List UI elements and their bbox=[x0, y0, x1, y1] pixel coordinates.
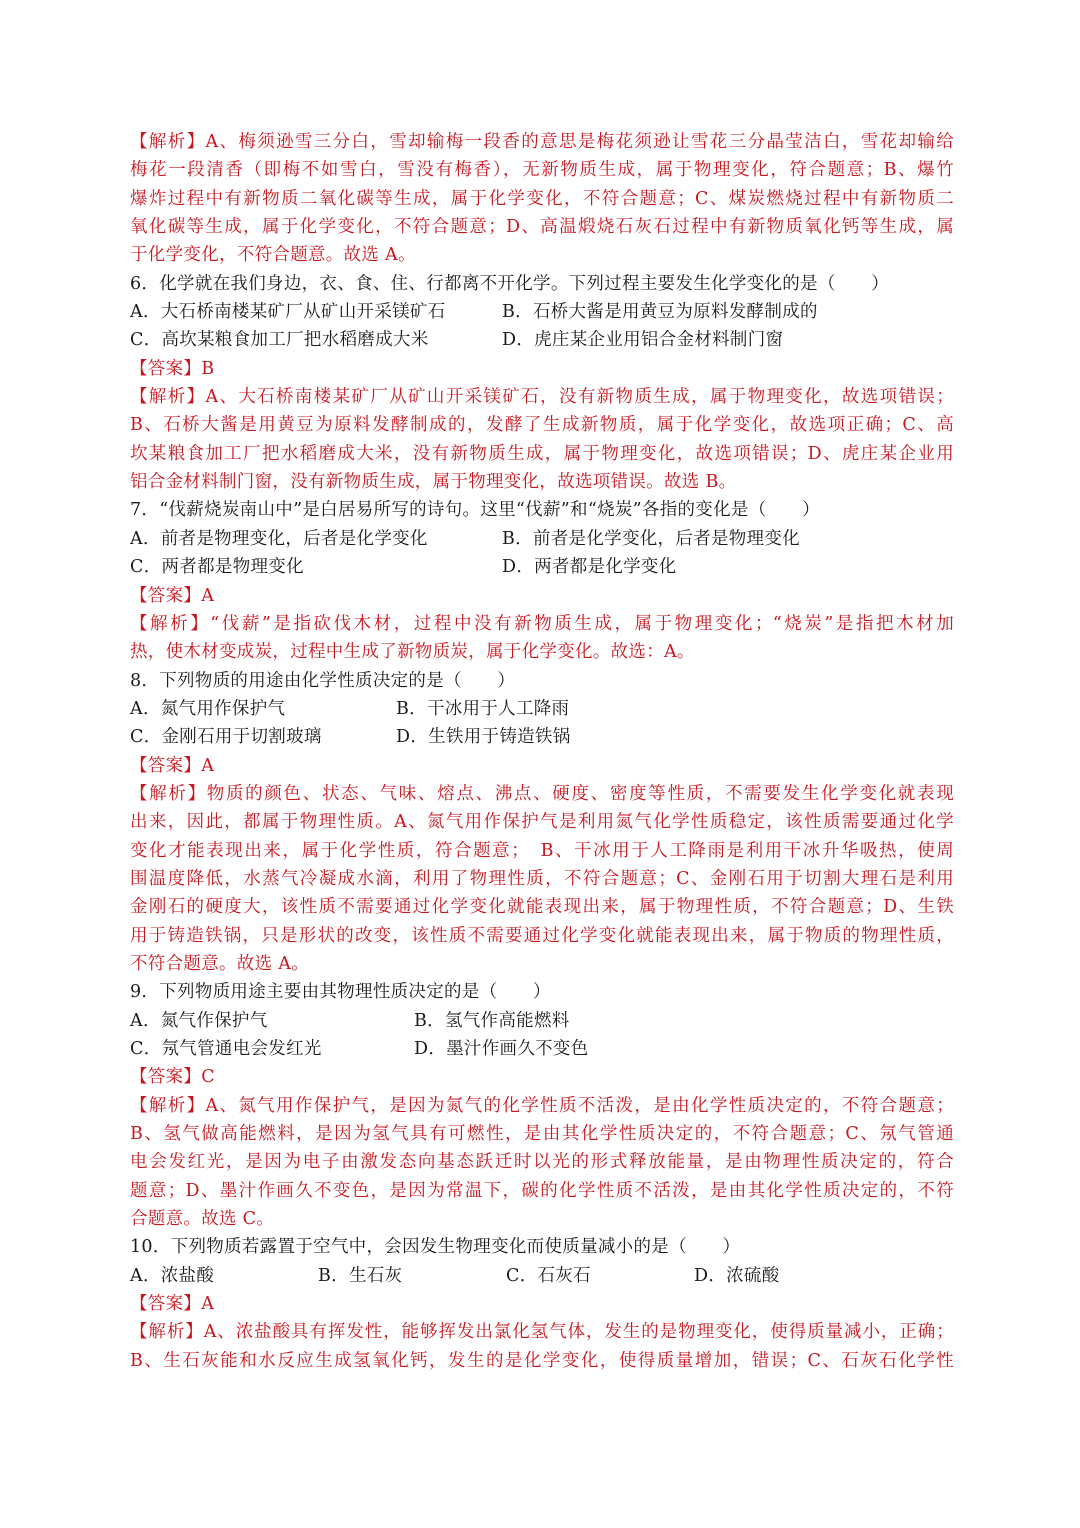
q5-explanation-line-4: 氧化碳等生成，属于化学变化，不符合题意；D、高温煅烧石灰石过程中有新物质氧化钙等生成，属 bbox=[130, 217, 954, 238]
q8-answer: 【答案】A bbox=[130, 755, 215, 776]
q8-explanation-line-7: 不符合题意。故选 A。 bbox=[130, 953, 309, 974]
q6-option-b: B．石桥大酱是用黄豆为原料发酵制成的 bbox=[502, 302, 818, 323]
page-content bbox=[130, 128, 954, 1375]
q10-option-b: B．生石灰 bbox=[318, 1265, 403, 1286]
q6-explanation-line-1: 【解析】A、大石桥南楼某矿厂从矿山开采镁矿石，没有新物质生成，属于物理变化，故选项错误； bbox=[130, 387, 954, 408]
q8-option-b: B．干冰用于人工降雨 bbox=[396, 698, 570, 719]
q5-explanation-line-1: 【解析】A、梅须逊雪三分白，雪却输梅一段香的意思是梅花须逊让雪花三分晶莹洁白，雪花却输给 bbox=[130, 132, 954, 152]
q5-explanation-line-5: 于化学变化，不符合题意。故选 A。 bbox=[130, 245, 416, 266]
q5-explanation-line-2: 梅花一段清香（即梅不如雪白，雪没有梅香），无新物质生成，属于物理变化，符合题意；B、爆竹 bbox=[130, 160, 954, 181]
q10-option-c: C．石灰石 bbox=[506, 1265, 591, 1286]
q9-option-a: A．氮气作保护气 bbox=[130, 1010, 268, 1031]
q6-option-a: A．大石桥南楼某矿厂从矿山开采镁矿石 bbox=[130, 302, 446, 323]
q6-stem: 6．化学就在我们身边，衣、食、住、行都离不开化学。下列过程主要发生化学变化的是（ ） bbox=[130, 273, 890, 294]
q9-explanation-line-1: 【解析】A、氮气用作保护气，是因为氮气的化学性质不活泼，是由化学性质决定的，不符合题意； bbox=[130, 1095, 954, 1116]
q10-option-d: D．浓硫酸 bbox=[694, 1265, 780, 1286]
q6-option-d: D．虎庄某企业用铝合金材料制门窗 bbox=[502, 330, 784, 351]
q6-option-c: C．高坎某粮食加工厂把水稻磨成大米 bbox=[130, 330, 429, 351]
q10-stem: 10．下列物质若露置于空气中，会因发生物理变化而使质量减小的是（ ） bbox=[130, 1237, 741, 1258]
q7-option-b: B．前者是化学变化，后者是物理变化 bbox=[502, 528, 800, 549]
q8-explanation-line-2: 出来，因此，都属于物理性质。A、氮气用作保护气是利用氮气化学性质稳定，该性质需要通过化学 bbox=[130, 812, 954, 833]
q7-stem: 7．“伐薪烧炭南山中”是白居易所写的诗句。这里“伐薪”和“烧炭”各指的变化是（ ） bbox=[130, 500, 820, 521]
q7-options-row-1 bbox=[130, 525, 954, 553]
q8-explanation-line-3: 变化才能表现出来，属于化学性质，符合题意； B、干冰用于人工降雨是利用干冰升华吸热，使周 bbox=[130, 840, 954, 861]
q9-option-d: D．墨汁作画久不变色 bbox=[414, 1039, 589, 1059]
q10-option-a: A．浓盐酸 bbox=[130, 1265, 215, 1286]
q10-explanation-line-1: 【解析】A、浓盐酸具有挥发性，能够挥发出氯化氢气体，发生的是物理变化，使得质量减小，正确； bbox=[130, 1322, 954, 1343]
q5-explanation-line-3: 爆炸过程中有新物质二氧化碳等生成，属于化学变化，不符合题意；C、煤炭燃烧过程中有新物质二 bbox=[130, 188, 954, 209]
q8-options-row-2 bbox=[130, 723, 954, 751]
q8-explanation-line-5: 金刚石的硬度大，该性质不需要通过化学变化就能表现出来，属于物理性质，不符合题意；D、生铁 bbox=[130, 897, 954, 918]
q6-options-row-2 bbox=[130, 326, 954, 354]
q9-explanation-line-3: 电会发红光，是因为电子由激发态向基态跃迁时以光的形式释放能量，是由物理性质决定的，符合 bbox=[130, 1152, 954, 1173]
q6-explanation-line-4: 铝合金材料制门窗，没有新物质生成，属于物理变化，故选项错误。故选 B。 bbox=[130, 472, 737, 493]
q8-stem: 8．下列物质的用途由化学性质决定的是（ ） bbox=[130, 670, 516, 691]
q9-options-row-1 bbox=[130, 1007, 954, 1035]
q7-option-d: D．两者都是化学变化 bbox=[502, 557, 677, 578]
answer-value: B bbox=[201, 358, 215, 379]
explanation-label: 【解析】 bbox=[130, 132, 206, 152]
q7-answer: 【答案】A bbox=[130, 585, 215, 606]
answer-value: A bbox=[201, 1294, 215, 1315]
q8-explanation-line-6: 用于铸造铁锅，只是形状的改变，该性质不需要通过化学变化就能表现出来，属于物质的物理性质， bbox=[130, 925, 954, 946]
q6-explanation-line-3: 坎某粮食加工厂把水稻磨成大米，没有新物质生成，属于物理变化，故选项错误；D、虎庄某企业用 bbox=[130, 443, 954, 464]
q8-explanation-line-1: 【解析】物质的颜色、状态、气味、熔点、沸点、硬度、密度等性质，不需要发生化学变化就表现 bbox=[130, 783, 954, 804]
q9-option-c: C．氖气管通电会发红光 bbox=[130, 1039, 322, 1059]
q9-stem: 9．下列物质用途主要由其物理性质决定的是（ ） bbox=[130, 982, 551, 1003]
q10-explanation-line-2: B、生石灰能和水反应生成氢氧化钙，发生的是化学变化，使得质量增加，错误；C、石灰石化学性 bbox=[130, 1350, 954, 1371]
q9-option-b: B．氢气作高能燃料 bbox=[414, 1010, 570, 1031]
q7-explanation-line-1: 【解析】“伐薪”是指砍伐木材，过程中没有新物质生成，属于物理变化；“烧炭”是指把木材加 bbox=[130, 613, 955, 634]
q9-answer: 【答案】C bbox=[130, 1067, 215, 1088]
q8-explanation-line-4: 围温度降低，水蒸气冷凝成水滴，利用了物理性质，不符合题意；C、金刚石用于切割大理石是利用 bbox=[130, 868, 954, 889]
q9-explanation-line-5: 合题意。故选 C。 bbox=[130, 1209, 275, 1230]
q7-options-row-2 bbox=[130, 553, 954, 581]
q7-option-c: C．两者都是物理变化 bbox=[130, 557, 304, 578]
q6-answer: 【答案】B bbox=[130, 358, 215, 379]
q8-options-row-1 bbox=[130, 695, 954, 723]
q9-explanation-line-2: B、氢气做高能燃料，是因为氢气具有可燃性，是由其化学性质决定的，不符合题意；C、氖气管通 bbox=[130, 1124, 954, 1145]
q10-options-row bbox=[130, 1262, 954, 1290]
q9-options-row-2 bbox=[130, 1035, 954, 1063]
q8-option-d: D．生铁用于铸造铁锅 bbox=[396, 727, 571, 748]
answer-value: C bbox=[201, 1067, 215, 1088]
q10-answer: 【答案】A bbox=[130, 1294, 215, 1315]
q7-option-a: A．前者是物理变化，后者是化学变化 bbox=[130, 528, 428, 549]
q8-option-a: A．氮气用作保护气 bbox=[130, 698, 286, 719]
q7-explanation-line-2: 热，使木材变成炭，过程中生成了新物质炭，属于化学变化。故选：A。 bbox=[130, 642, 695, 663]
q6-options-row-1 bbox=[130, 298, 954, 326]
answer-value: A bbox=[201, 755, 215, 776]
q6-explanation-line-2: B、石桥大酱是用黄豆为原料发酵制成的，发酵了生成新物质，属于化学变化，故选项正确；C、高 bbox=[130, 415, 954, 436]
answer-value: A bbox=[201, 585, 215, 606]
q9-explanation-line-4: 题意；D、墨汁作画久不变色，是因为常温下，碳的化学性质不活泼，是由其化学性质决定的，不符 bbox=[130, 1180, 954, 1201]
q8-option-c: C．金刚石用于切割玻璃 bbox=[130, 727, 322, 748]
